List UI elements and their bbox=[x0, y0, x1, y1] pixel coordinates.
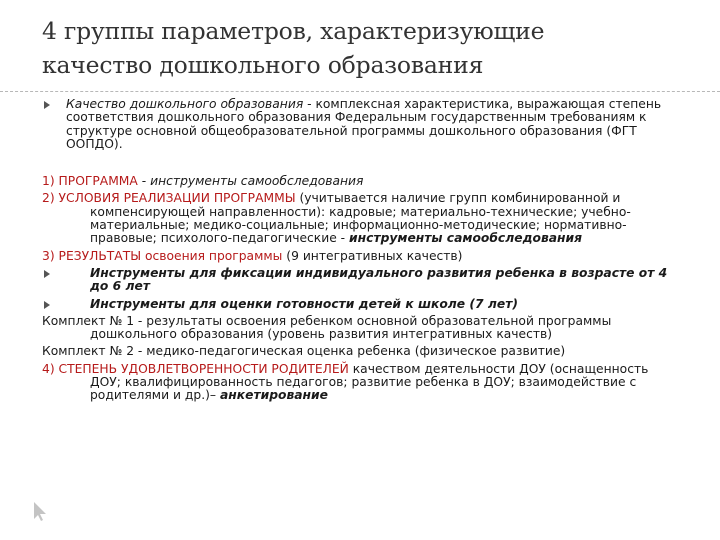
intro-term: Качество дошкольного образования bbox=[66, 97, 304, 111]
group-3-subitem-1-text: Инструменты для фиксации индивидуального развития ребенка в возрасте от 4 до 6 лет bbox=[90, 265, 668, 294]
slide-title bbox=[42, 14, 682, 82]
group-1-label: 1) ПРОГРАММА bbox=[42, 174, 138, 189]
group-3-subitem-1 bbox=[42, 267, 682, 294]
kit-2: Комплект № 2 - медико-педагогическая оценка ребенка (физическое развитие) bbox=[42, 344, 566, 359]
group-1-tool: инструменты самообследования bbox=[150, 174, 364, 189]
group-2-text: (учитывается наличие групп комбинированной и компенсирующей направленности): кадровые; материально-технические; учебно-материальные; медико-социальные; информационно-методические; нормативно-правовые; психолого-педагогические - bbox=[90, 191, 631, 246]
arrow-bullet-icon bbox=[44, 301, 50, 309]
corner-arrow-icon bbox=[30, 500, 50, 522]
group-3-label: 3) РЕЗУЛЬТАТЫ освоения программы bbox=[42, 248, 283, 263]
title-divider bbox=[0, 91, 720, 92]
intro-text: - комплексная характеристика, выражающая степень соответствия дошкольного образования Федеральным государственным требованиям к структуре основной общеобразовательной программы дошкольного образования (ФГТ ООПДО). bbox=[66, 97, 662, 151]
group-3-subitem-2-text: Инструменты для оценки готовности детей к школе (7 лет) bbox=[90, 296, 518, 311]
group-3-results bbox=[42, 250, 682, 263]
group-2-label: 2) УСЛОВИЯ РЕАЛИЗАЦИИ ПРОГРАММЫ bbox=[42, 191, 296, 206]
intro-paragraph bbox=[42, 98, 682, 151]
group-1-program bbox=[42, 175, 682, 188]
group-2-tool: инструменты самообследования bbox=[349, 231, 583, 246]
group-4-tool: анкетирование bbox=[219, 388, 328, 403]
group-2-conditions bbox=[42, 192, 682, 245]
slide-content bbox=[42, 98, 682, 407]
group-4-text: качеством деятельности ДОУ (оснащенность ДОУ; квалифицированность педагогов; развитие ребенка в ДОУ; взаимодействие с родителями и др.)– bbox=[90, 361, 649, 403]
group-3-text: (9 интегративных качеств) bbox=[282, 248, 463, 263]
group-4-label: 4) СТЕПЕНЬ УДОВЛЕТВОРЕННОСТИ РОДИТЕЛЕЙ bbox=[42, 361, 349, 376]
group-3-subitem-2 bbox=[42, 298, 682, 311]
slide-title-line-1: 4 группы параметров, характеризующие bbox=[42, 17, 545, 45]
slide-title-line-2: качество дошкольного образования bbox=[42, 51, 484, 79]
group-4-satisfaction bbox=[42, 363, 682, 403]
group-1-separator: - bbox=[137, 174, 151, 189]
arrow-bullet-icon bbox=[44, 101, 50, 109]
kit-1: Комплект № 1 - результаты освоения ребенком основной образовательной программы дошкольного образования (уровень развития интегративных качеств) bbox=[42, 313, 612, 342]
arrow-bullet-icon bbox=[44, 270, 50, 278]
